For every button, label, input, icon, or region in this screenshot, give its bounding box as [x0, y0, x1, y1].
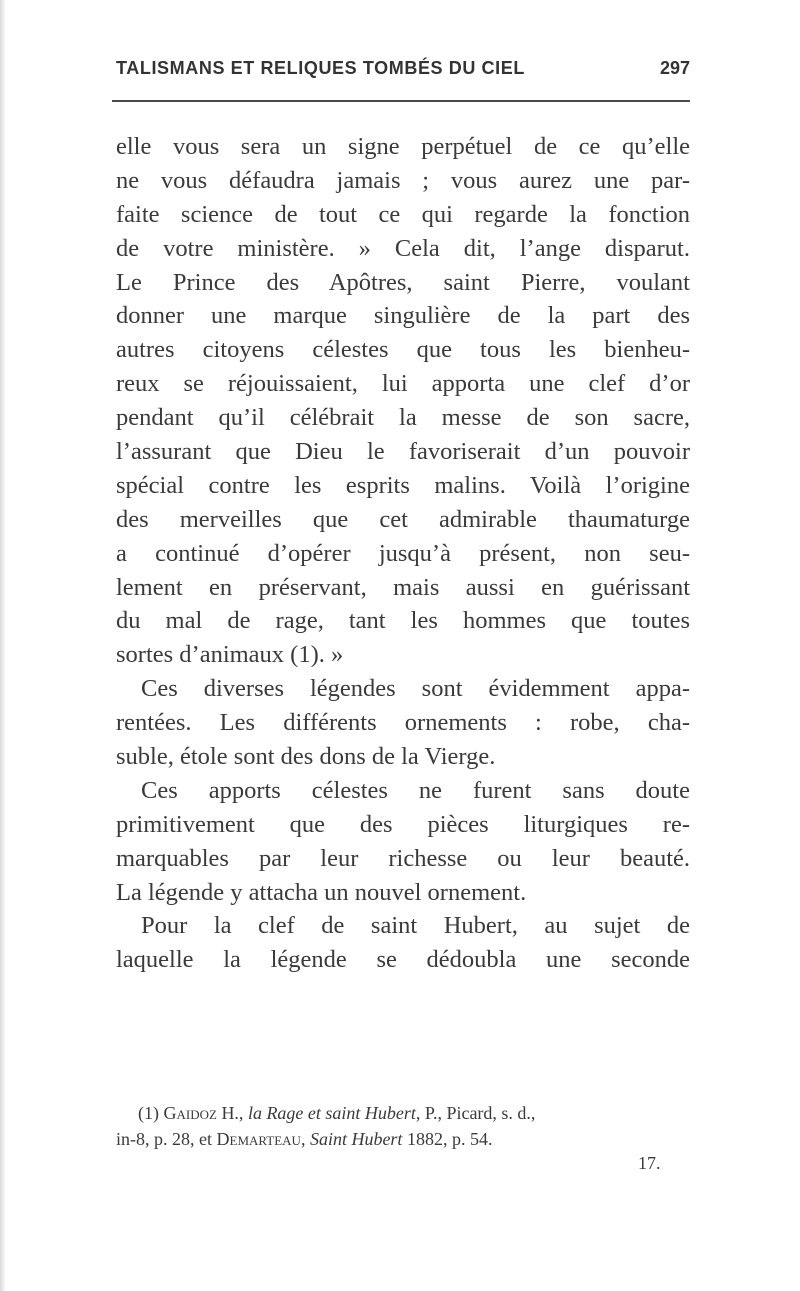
text-line: faite science de tout ce qui regarde la fonction [116, 200, 690, 228]
text-line: Pour la clef de saint Hubert, au sujet de [141, 912, 690, 940]
text-line: elle vous sera un signe perpétuel de ce qu’elle [116, 133, 690, 160]
text-line: autres citoyens célestes que tous les bienheu- [116, 336, 690, 364]
text-line: Ces diverses légendes sont évidemment appa- [141, 675, 690, 703]
footnote-text: H., [216, 1103, 248, 1123]
footnote-title: la Rage et saint Hubert [247, 1103, 416, 1123]
footnote-marker: (1) [138, 1103, 159, 1123]
text-line: La légende y attacha un nouvel ornement. [116, 878, 527, 906]
text-line: suble, étole sont des dons de la Vierge. [116, 743, 496, 771]
text-line: laquelle la légende se dédoubla une seconde [116, 946, 690, 974]
footnote-title: Saint Hubert [309, 1129, 403, 1149]
footnote-text: , P., Picard, s. d., [415, 1103, 536, 1123]
text-line: donner une marque singulière de la part des [116, 302, 690, 330]
text-line: Ces apports célestes ne furent sans doute [141, 776, 690, 804]
text-line: primitivement que des pièces liturgiques re- [116, 810, 690, 838]
text-line: sortes d’animaux (1). » [116, 641, 344, 669]
footnote-text: , [300, 1129, 310, 1149]
text-line: lement en préservant, mais aussi en guérissant [116, 573, 690, 601]
body-text [116, 130, 690, 977]
page-edge-shadow [0, 0, 6, 1291]
text-line: marquables par leur richesse ou leur beauté. [116, 844, 690, 872]
text-line: l’assurant que Dieu le favoriserait d’un pouvoir [116, 438, 690, 466]
running-head [116, 58, 690, 86]
text-line: ne vous défaudra jamais ; vous aurez une par- [116, 166, 690, 194]
text-line: a continué d’opérer jusqu’à présent, non seu- [116, 539, 690, 567]
header-rule [112, 100, 690, 102]
footnotes [116, 1100, 690, 1152]
text-line: du mal de rage, tant les hommes que toutes [116, 607, 690, 635]
footnote-author: Gaidoz [163, 1103, 217, 1123]
text-line: des merveilles que cet admirable thaumaturge [116, 505, 690, 533]
text-line: spécial contre les esprits malins. Voilà l’origine [116, 471, 690, 499]
footnote-text: 1882, p. 54. [402, 1129, 493, 1149]
running-title: TALISMANS ET RELIQUES TOMBÉS DU CIEL [116, 58, 525, 78]
text-line: reux se réjouissaient, lui apporta une clef d’or [116, 370, 690, 398]
text-line: pendant qu’il célébrait la messe de son sacre, [116, 404, 690, 432]
page-number: 297 [659, 58, 690, 78]
footnote-line [116, 1100, 690, 1126]
footnote-text: in-8, p. 28, et [116, 1129, 217, 1149]
text-line: de votre ministère. » Cela dit, l’ange disparut. [116, 234, 690, 262]
footnote-line [116, 1126, 690, 1152]
text-line: Le Prince des Apôtres, saint Pierre, voulant [116, 268, 690, 296]
footnote-author: Demarteau [216, 1129, 301, 1149]
signature-mark: 17. [638, 1153, 661, 1173]
text-line: rentées. Les différents ornements : robe, cha- [116, 709, 690, 737]
